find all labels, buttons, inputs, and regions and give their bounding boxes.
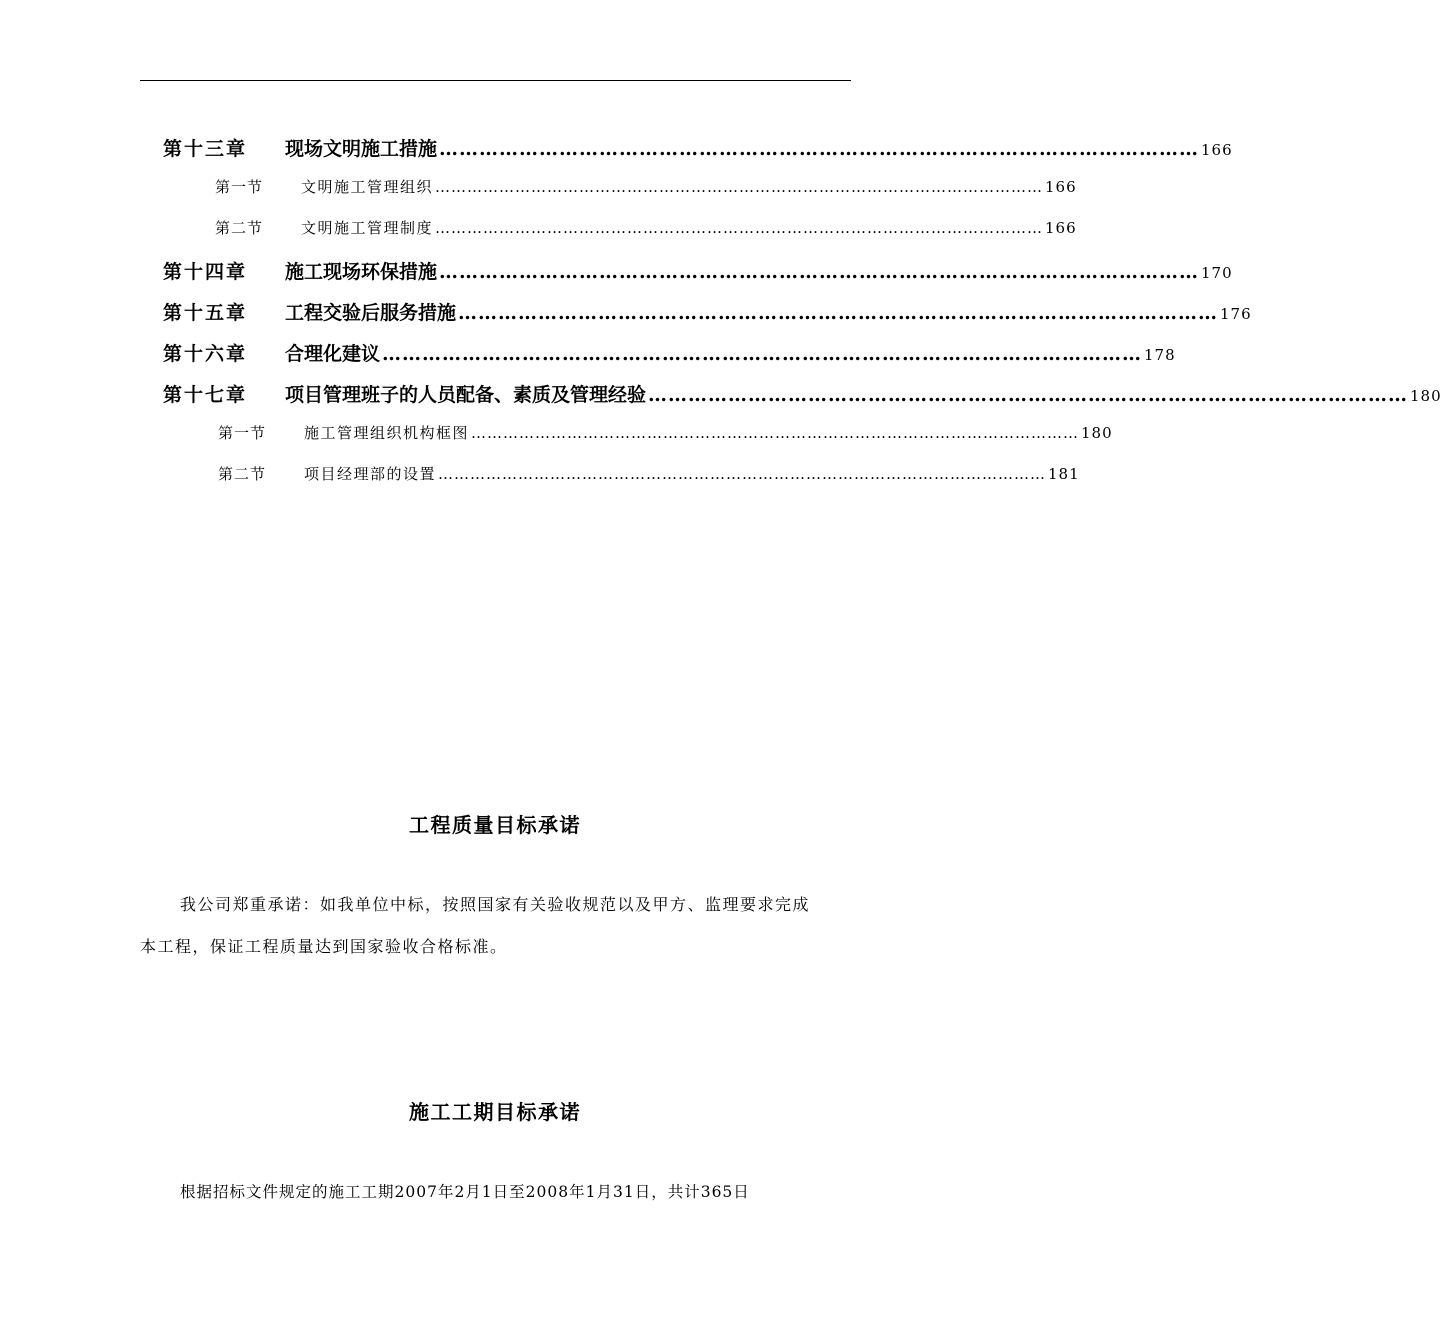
header-rule: [140, 80, 851, 81]
toc-leader: ……………………………………………………………………………………………………: [439, 138, 1200, 160]
toc-chapter-16[interactable]: [163, 339, 1176, 366]
toc-title: 现场文明施工措施: [285, 138, 438, 160]
toc-chapter-13[interactable]: [163, 134, 1233, 161]
toc-title: 施工管理组织机构框图: [304, 424, 470, 442]
toc-page-number: 180: [1410, 387, 1442, 405]
toc-page-number: 166: [1201, 141, 1233, 159]
toc-leader: ……………………………………………………………………………………………………: [435, 219, 1044, 237]
toc-page-number: 170: [1201, 264, 1233, 282]
toc-title: 合理化建议: [285, 343, 381, 365]
toc-section-13-1[interactable]: [215, 176, 1077, 197]
schedule-heading: 施工工期目标承诺: [409, 1100, 581, 1124]
toc-number: 第十七章: [163, 384, 248, 406]
toc-leader: ……………………………………………………………………………………………………: [438, 465, 1047, 483]
toc-leader: ……………………………………………………………………………………………………: [471, 424, 1080, 442]
toc-page-number: 180: [1081, 424, 1113, 442]
toc-page-number: 178: [1144, 346, 1176, 364]
schedule-paragraph-line1: 根据招标文件规定的施工工期2007年2月1日至2008年1月31日，共计365日: [180, 1183, 750, 1201]
toc-number: 第一节: [218, 424, 267, 442]
toc-page-number: 166: [1045, 178, 1077, 196]
toc-number: 第十六章: [163, 343, 248, 365]
toc-chapter-17[interactable]: [163, 380, 1442, 407]
toc-leader: ……………………………………………………………………………………………………: [439, 261, 1200, 283]
toc-page-number: 181: [1048, 465, 1080, 483]
toc-title: 文明施工管理组织: [301, 178, 434, 196]
toc-title: 文明施工管理制度: [301, 219, 434, 237]
toc-section-13-2[interactable]: [215, 217, 1077, 238]
toc-leader: ……………………………………………………………………………………………………: [458, 302, 1219, 324]
quality-heading: 工程质量目标承诺: [409, 813, 581, 837]
toc-page-number: 166: [1045, 219, 1077, 237]
toc-number: 第二节: [215, 219, 264, 237]
toc-number: 第二节: [218, 465, 267, 483]
toc-leader: ……………………………………………………………………………………………………: [648, 384, 1409, 406]
toc-title: 工程交验后服务措施: [285, 302, 457, 324]
toc-section-17-2[interactable]: [218, 463, 1080, 484]
toc-title: 项目管理班子的人员配备、素质及管理经验: [285, 384, 647, 406]
toc-page-number: 176: [1220, 305, 1252, 323]
toc-leader: ……………………………………………………………………………………………………: [435, 178, 1044, 196]
quality-paragraph-line2: 本工程，保证工程质量达到国家验收合格标准。: [140, 937, 508, 956]
toc-number: 第十三章: [163, 138, 248, 160]
toc-number: 第十四章: [163, 261, 248, 283]
toc-number: 第十五章: [163, 302, 248, 324]
toc-title: 项目经理部的设置: [304, 465, 437, 483]
quality-paragraph-line1: 我公司郑重承诺：如我单位中标，按照国家有关验收规范以及甲方、监理要求完成: [180, 895, 811, 914]
toc-number: 第一节: [215, 178, 264, 196]
toc-chapter-14[interactable]: [163, 257, 1233, 284]
toc-leader: ……………………………………………………………………………………………………: [382, 343, 1143, 365]
toc-section-17-1[interactable]: [218, 422, 1113, 443]
toc-chapter-15[interactable]: [163, 298, 1252, 325]
toc-title: 施工现场环保措施: [285, 261, 438, 283]
